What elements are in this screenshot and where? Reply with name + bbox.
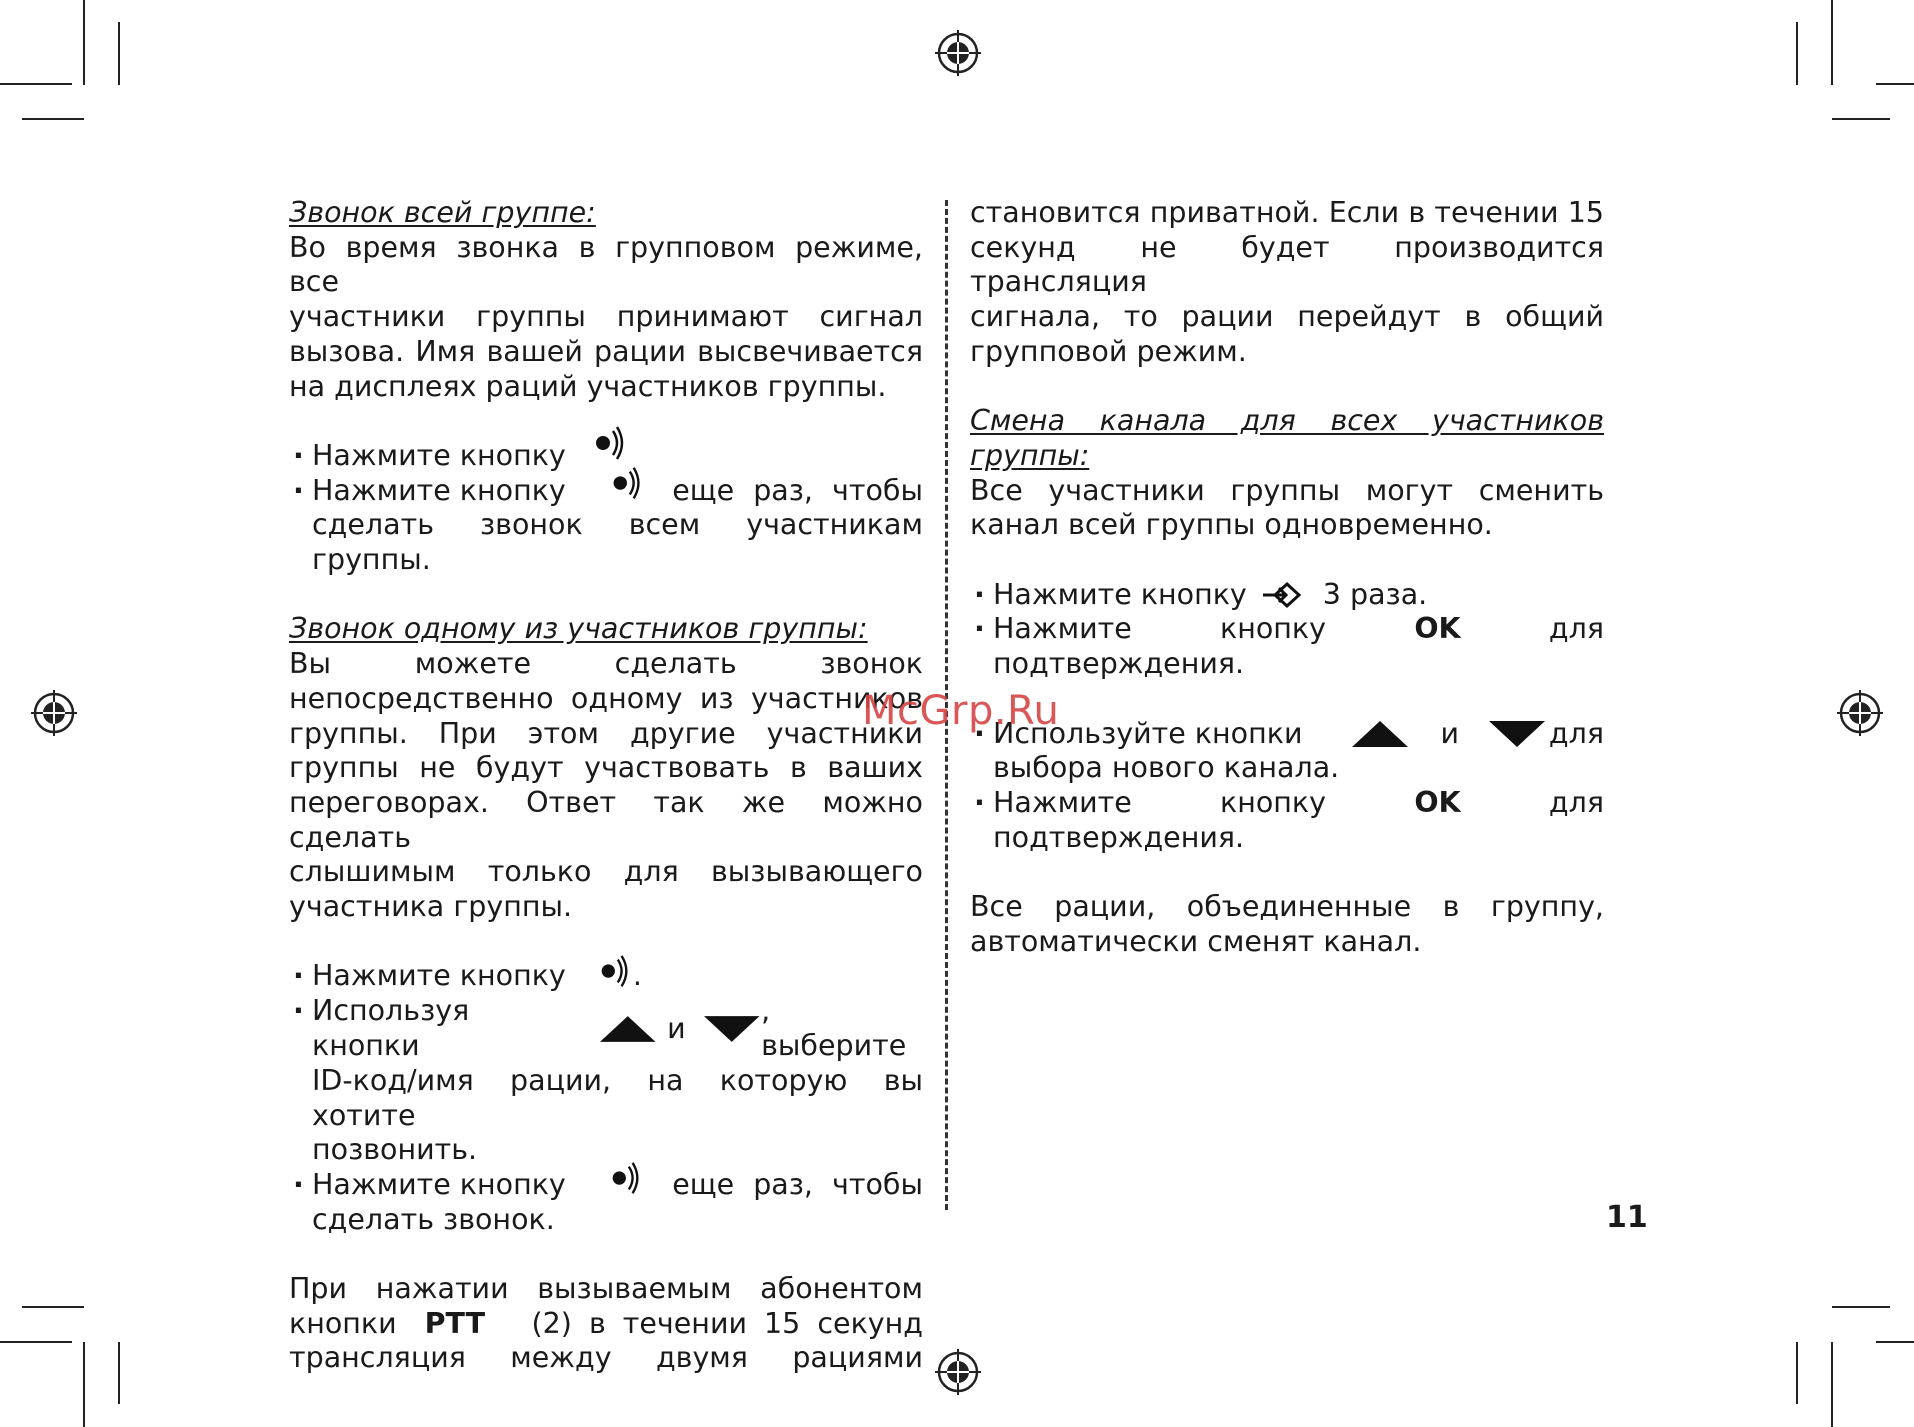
bullet-text: 3 раза.	[1322, 577, 1428, 611]
paragraph-text: кнопки	[289, 1306, 397, 1340]
registration-mark-icon	[935, 1349, 981, 1395]
section-heading-group-call: Звонок всей группе:	[289, 196, 596, 229]
page-number: 11	[1606, 1200, 1648, 1235]
paragraph-line: Во время звонка в групповом режиме, все	[289, 230, 923, 299]
crop-mark	[118, 22, 120, 85]
instruction-bullet	[970, 717, 1604, 752]
bullet-text: Нажмите кнопку	[312, 959, 566, 993]
crop-mark	[22, 1306, 84, 1308]
crop-mark	[0, 1341, 72, 1343]
paragraph-line: вызова. Имя вашей рации высвечивается	[289, 334, 923, 368]
paragraph-line: становится приватной. Если в течении 15	[970, 196, 1604, 229]
crop-mark	[1832, 1306, 1890, 1308]
bullet-text: и	[1440, 716, 1459, 750]
paragraph-line: секунд не будет производится трансляция	[970, 230, 1604, 299]
call-button-icon	[595, 950, 633, 994]
crop-mark	[1876, 83, 1914, 85]
paragraph-line: группы не будут участвовать в ваших	[289, 751, 923, 785]
up-arrow-icon	[1350, 719, 1410, 749]
watermark: McGrp.Ru	[862, 688, 1060, 734]
call-button-icon	[606, 1157, 644, 1201]
crop-mark	[1796, 22, 1798, 85]
bullet-text: .	[632, 959, 642, 993]
left-column	[289, 196, 923, 1376]
bullet-text: · Нажмите кнопку	[312, 473, 566, 507]
crop-mark	[83, 0, 85, 85]
bullet-continuation: сделать звонок.	[312, 1202, 555, 1236]
down-arrow-icon	[702, 1014, 761, 1044]
bullet-continuation: ID-код/имя рации, на которую вы хотите	[312, 1063, 923, 1132]
ptt-label: PTT	[424, 1306, 486, 1340]
ok-label: OK	[1414, 612, 1461, 646]
bullet-continuation: позвонить.	[312, 1133, 478, 1167]
channel-button-icon	[1261, 580, 1305, 610]
bullet-text: Нажмите кнопку	[993, 612, 1327, 646]
paragraph-line: трансляция между двумя рациями	[289, 1341, 923, 1375]
bullet-text: Нажмите кнопку	[312, 438, 566, 472]
bullet-text: еще раз, чтобы	[672, 1167, 923, 1201]
crop-mark	[1831, 1342, 1833, 1427]
paragraph-line: Вы можете сделать звонок	[289, 647, 923, 681]
paragraph-line: сигнала, то рации перейдут в общий	[970, 300, 1604, 334]
bullet-text: · Используйте кнопки	[993, 716, 1303, 750]
crop-mark	[1832, 118, 1890, 120]
section-heading-channel-change: Смена канала для всех участников	[970, 404, 1604, 438]
paragraph-line: Все участники группы могут сменить	[970, 473, 1604, 507]
paragraph-line	[289, 1307, 923, 1342]
bullet-text: еще раз, чтобы	[672, 473, 923, 507]
paragraph-text: (2) в течении 15 секунд	[531, 1306, 923, 1340]
up-arrow-icon	[598, 1014, 657, 1044]
bullet-text: · Нажмите кнопку	[312, 1167, 566, 1201]
section-heading-single-call: Звонок одному из участников группы:	[289, 612, 868, 646]
bullet-text: и	[667, 1011, 686, 1045]
section-heading-channel-change: группы:	[970, 438, 1090, 472]
registration-mark-icon	[1837, 690, 1883, 736]
instruction-bullet	[970, 612, 1604, 681]
paragraph-line: Все рации, объединенные в группу,	[970, 890, 1604, 923]
down-arrow-icon	[1487, 719, 1547, 749]
crop-mark	[22, 118, 84, 120]
bullet-text: , выберите	[761, 994, 907, 1063]
instruction-bullet	[289, 994, 923, 1063]
crop-mark	[118, 1342, 120, 1404]
bullet-text: для подтверждения.	[993, 785, 1604, 854]
instruction-bullet	[289, 959, 923, 994]
crop-mark	[0, 83, 72, 85]
paragraph-line: групповой режим.	[970, 334, 1247, 368]
right-column	[970, 196, 1604, 959]
registration-mark-icon	[31, 690, 77, 736]
paragraph-line: канал всей группы одновременно.	[970, 508, 1493, 542]
paragraph-line: участника группы.	[289, 890, 573, 924]
instruction-bullet	[970, 786, 1604, 855]
paragraph-line: группы. При этом другие участники	[289, 716, 923, 750]
bullet-text: Нажмите кнопку	[993, 785, 1327, 819]
paragraph-line: непосредственно одному из участников	[289, 681, 923, 715]
bullet-text: для подтверждения.	[993, 612, 1604, 681]
call-button-icon	[606, 462, 646, 506]
crop-mark	[1831, 0, 1833, 85]
bullet-continuation: сделать звонок всем участникам группы.	[312, 508, 923, 577]
instruction-bullet	[289, 1168, 923, 1203]
crop-mark	[1876, 1341, 1914, 1343]
paragraph-line: автоматически сменят канал.	[970, 924, 1422, 958]
bullet-text: · Нажмите кнопку	[993, 577, 1247, 611]
registration-mark-icon	[935, 30, 981, 76]
ok-label: OK	[1414, 785, 1461, 819]
paragraph-line: переговорах. Ответ так же можно сделать	[289, 785, 923, 854]
paragraph-line: на дисплеях раций участников группы.	[289, 369, 887, 403]
paragraph-line: слышимым только для вызывающего	[289, 855, 923, 889]
instruction-bullet	[289, 474, 923, 509]
crop-mark	[83, 1342, 85, 1427]
paragraph-line: При нажатии вызываемым абонентом	[289, 1272, 923, 1306]
bullet-text: · Используя кнопки	[312, 994, 470, 1063]
instruction-bullet	[970, 578, 1604, 613]
paragraph-line: участники группы принимают сигнал	[289, 300, 923, 334]
bullet-continuation: выбора нового канала.	[993, 751, 1340, 785]
crop-mark	[1796, 1342, 1798, 1404]
call-button-icon	[589, 421, 629, 467]
bullet-text: для	[1548, 716, 1604, 750]
